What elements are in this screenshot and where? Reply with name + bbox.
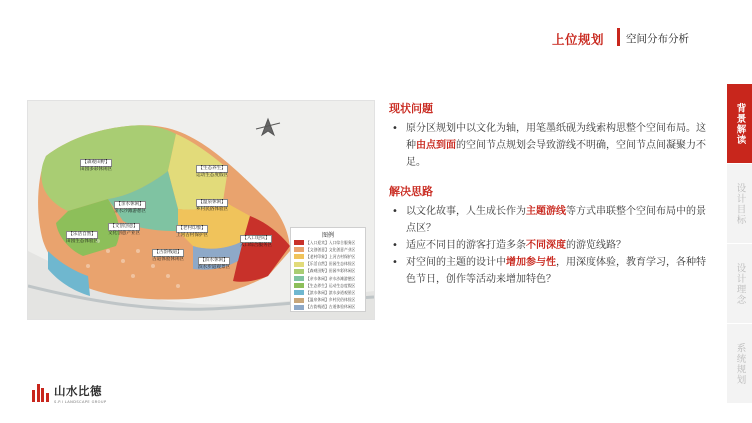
- legend-swatch: [294, 254, 304, 259]
- sidenav-item-goals[interactable]: 设计目标: [727, 164, 752, 244]
- analysis-content: [389, 100, 714, 288]
- header-divider: [617, 28, 620, 46]
- legend-item: 【老村印象】 上河古村保护区: [291, 253, 365, 260]
- map-legend: [290, 227, 366, 312]
- company-logo: [32, 381, 107, 405]
- legend-swatch: [294, 276, 304, 281]
- legend-item: 【森观田野】 田园多彩休闲区: [291, 268, 365, 275]
- map-zone-label: 【文创创意】 文化创意产业区: [108, 224, 141, 236]
- map-zone-label: 【老村印象】 上河古村保护区: [176, 226, 209, 238]
- legend-item: 【古韵栈道】 古道体验休闲区: [291, 304, 365, 311]
- planning-map: [27, 100, 375, 320]
- legend-swatch: [294, 298, 304, 303]
- header-subtitle: 空间分布分析: [626, 33, 689, 45]
- sidenav-item-concept[interactable]: 设计理念: [727, 244, 752, 324]
- legend-item: 【生态养生】 运动生态度假区: [291, 282, 365, 289]
- map-zone-label: 【入口迎宾】 入口综合服务区: [240, 236, 273, 248]
- legend-swatch: [294, 290, 304, 295]
- problem-bullet: • 原分区规划中以文化为轴，用笔墨纸砚为线索构思整个空间布局。这种由点到面的空间节点规划会导致游线不明确，空间节点间凝聚力不足。: [389, 120, 714, 171]
- map-zone-label: 【滨水休闲】 滨水步道观景区: [198, 258, 231, 270]
- header-title: 上位规划: [552, 32, 605, 47]
- solution-bullet: • 适应不同目的游客打造多条不同深度的游览线路？: [389, 237, 714, 254]
- logo-mark-icon: [32, 384, 50, 402]
- map-zone-label: 【乐活自然】 田园生态体验区: [66, 232, 99, 244]
- legend-swatch: [294, 240, 304, 245]
- legend-swatch: [294, 305, 304, 310]
- legend-item: 【文创创意】 文化创意产业区: [291, 246, 365, 253]
- legend-item: 【入口迎宾】 入口综合服务区: [291, 239, 365, 246]
- sidenav-item-system-planning[interactable]: 系统规划: [727, 324, 752, 404]
- legend-item: 【乐活自然】 田园生态体验区: [291, 261, 365, 268]
- map-zone-label: 【生态养生】 运动生态度假区: [196, 166, 229, 178]
- solution-bullet: • 以文化故事，人生成长作为主题游线等方式串联整个空间布局中的景点区？: [389, 203, 714, 237]
- section-title-solutions: 解决思路: [389, 185, 433, 198]
- map-zone-label: 【亲水休闲】 亲水沙滩游憩区: [114, 202, 147, 214]
- map-zone-label: 【古韵栈道】 古道体验休闲区: [152, 250, 185, 262]
- logo-subtitle: S.P.I LANDSCAPE GROUP: [54, 399, 107, 404]
- sidenav-item-background[interactable]: 背景解读: [727, 84, 752, 164]
- section-title-problems: 现状问题: [389, 102, 433, 115]
- logo-name: 山水比德: [54, 383, 102, 398]
- legend-swatch: [294, 247, 304, 252]
- legend-item: 【亲水休闲】 亲水沙滩游憩区: [291, 275, 365, 282]
- legend-item: 【温泉休闲】 乡村民俗体验区: [291, 297, 365, 304]
- legend-title: 图例: [321, 232, 334, 239]
- legend-swatch: [294, 269, 304, 274]
- legend-swatch: [294, 262, 304, 267]
- legend-swatch: [294, 283, 304, 288]
- map-zone-label: 【温泉休闲】 乡村民俗体验区: [196, 200, 229, 212]
- map-zone-label: 【森观田野】 田园多彩休闲区: [80, 160, 113, 172]
- legend-item: 【滨水休闲】 滨水步道观景区: [291, 289, 365, 296]
- solution-bullet: • 对空间的主题的设计中增加参与性，用深度体验，教育学习，各种特色节日，创作等活动来增加特色？: [389, 254, 714, 288]
